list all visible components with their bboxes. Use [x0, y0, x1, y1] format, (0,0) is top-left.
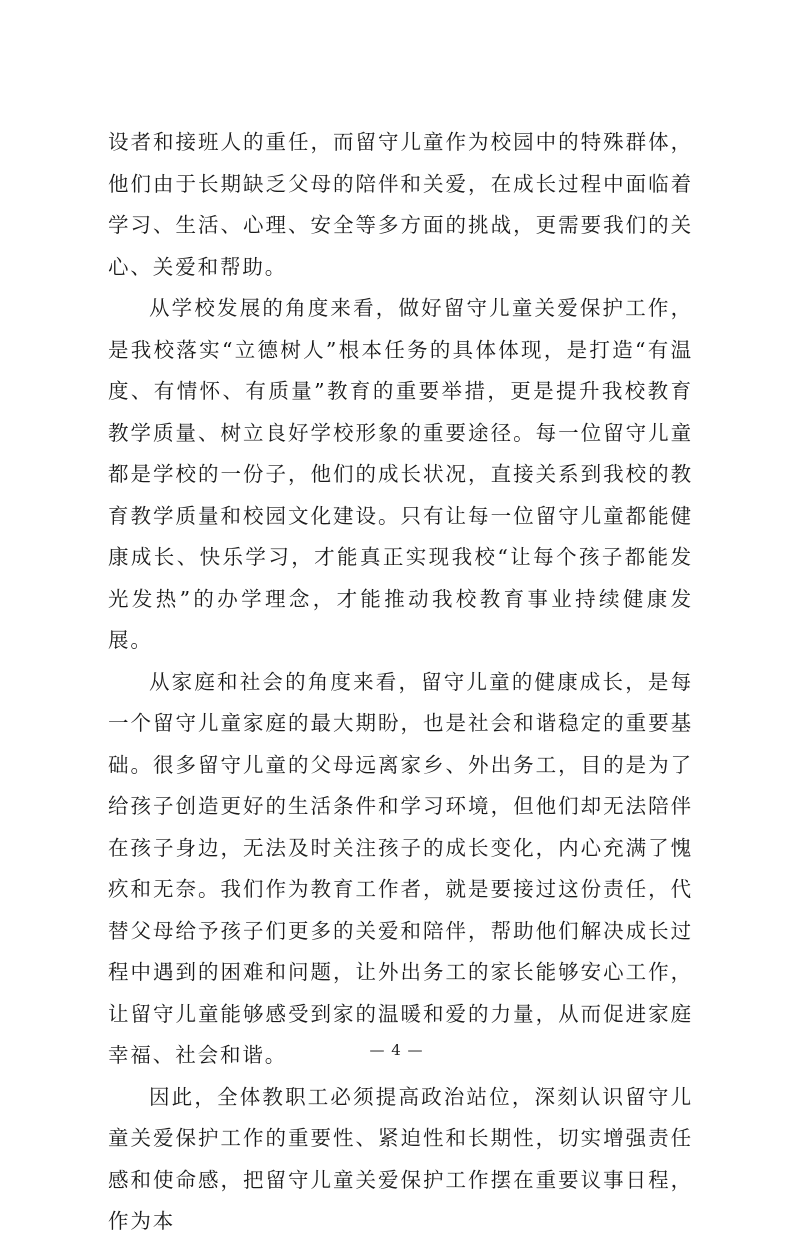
paragraph-family-society-perspective: 从家庭和社会的角度来看，留守儿童的健康成长，是每一个留守儿童家庭的最大期盼，也是社会和谐稳定的重要基础。很多留守儿童的父母远离家乡、外出务工，目的是为了给孩子创造更好的生活条件和学习环境，但他们却无法陪伴在孩子身边，无法及时关注孩子的成长变化，内心充满了愧疚和无奈。我们作为教育工作者，就是要接过这份责任，代替父母给予孩子们更多的关爱和陪伴，帮助他们解决成长过程中遇到的困难和问题，让外出务工的家长能够安心工作，让留守儿童能够感受到家的温暖和爱的力量，从而促进家庭幸福、社会和谐。 — [108, 669, 693, 1067]
paragraph-school-perspective: 从学校发展的角度来看，做好留守儿童关爱保护工作，是我校落实“立德树人”根本任务的具体体现，是打造“有温度、有情怀、有质量”教育的重要举措，更是提升我校教育教学质量、树立良好学校形象的重要途径。每一位留守儿童都是学校的一份子，他们的成长状况，直接关系到我校的教育教学质量和校园文化建设。只有让每一位留守儿童都能健康成长、快乐学习，才能真正实现我校“让每个孩子都能发光发热”的办学理念，才能推动我校教育事业持续健康发展。 — [108, 296, 693, 652]
paragraph-conclusion: 因此，全体教职工必须提高政治站位，深刻认识留守儿童关爱保护工作的重要性、紧迫性和长期性，切实增强责任感和使命感，把留守儿童关爱保护工作摆在重要议事日程，作为本 — [108, 1084, 693, 1233]
document-body — [108, 122, 693, 1243]
paragraph-continued: 设者和接班人的重任，而留守儿童作为校园中的特殊群体，他们由于长期缺乏父母的陪伴和关爱，在成长过程中面临着学习、生活、心理、安全等多方面的挑战，更需要我们的关心、关爱和帮助。 — [108, 130, 693, 279]
page-number: — 4 — — [369, 1041, 424, 1059]
